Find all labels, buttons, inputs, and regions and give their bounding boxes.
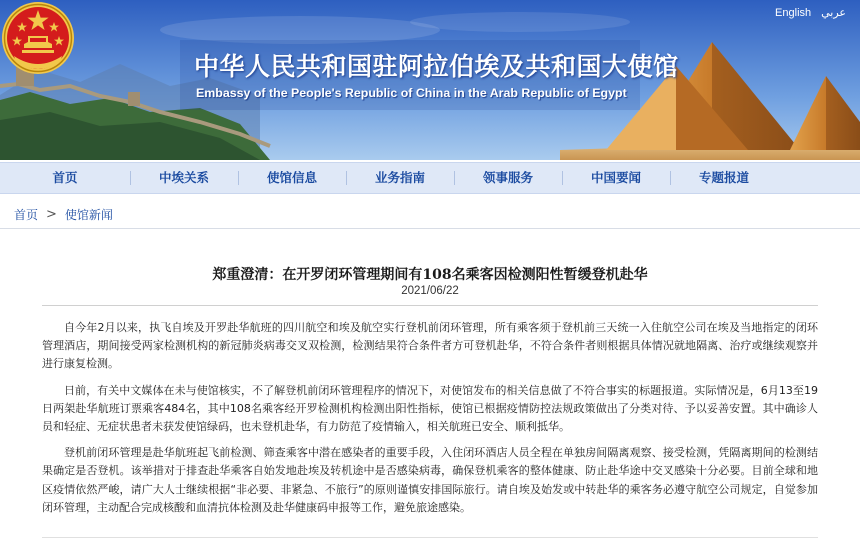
breadcrumb: [14, 206, 113, 223]
nav-item-embassy-info[interactable]: 使馆信息: [238, 163, 346, 193]
nav-item-consular-service[interactable]: 领事服务: [454, 163, 562, 193]
article-paragraph: 登机前闭环管理是赴华航班起飞前检测、筛查乘客中潜在感染者的重要手段，入住闭环酒店人员全程在单独房间隔离观察、接受检测，凭隔离期间的检测结果确定是否登机。该举措对于排查赴华乘客自始发地赴埃及转机途中是否感染病毒，确保登机乘客的整体健康、防止赴华途中交叉感染十分必要。目前全球和地区疫情依然严峻，请广大人士继续根据“非必要、非紧急、不旅行”的原则谨慎安排国际旅行。请自埃及始发或中转赴华的乘客务必遵守航空公司规定，自觉参加闭环管理，主动配合完成核酸和血清抗体检测及赴华健康码申报等工作，避免旅途感染。: [42, 446, 818, 514]
nav-item-china-news[interactable]: 中国要闻: [562, 163, 670, 193]
nav-item-home[interactable]: 首页: [52, 170, 78, 185]
lang-english-link[interactable]: English: [775, 6, 812, 19]
embassy-title-english: Embassy of the People's Republic of China in the Arab Republic of Egypt: [196, 86, 627, 100]
article-paragraph: 自今年2月以来，执飞自埃及开罗赴华航班的四川航空和埃及航空实行登机前闭环管理，所有乘客须于登机前三天统一入住航空公司在埃及当地指定的闭环管理酒店，期间接受两家检测机构的新冠肺炎病毒交叉双检测，检测结果符合条件者方可登机赴华，不符合条件者则根据具体情况就地隔离、治疗或继续观察并进行康复检测。: [42, 321, 818, 371]
embassy-title-chinese: 中华人民共和国驻阿拉伯埃及共和国大使馆: [194, 52, 679, 81]
article-paragraph: 日前，有关中文媒体在未与使馆核实，不了解登机前闭环管理程序的情况下，对使馆发布的相关信息做了不符合事实的标题报道。实际情况是，6月13至19日两架赴华航班订票乘客484名，其中108名乘客经开罗检测机构检测出阳性指标，使馆已根据疫情防控法规政策做出了分类对待、予以妥善安置。其中确诊人员和轻症、无症状患者未获发使馆绿码，也未登机赴华，有力防范了疫情输入，相关航班已安全、顺利抵华。: [42, 383, 818, 434]
article-body: [42, 319, 818, 525]
breadcrumb-divider: [0, 228, 860, 229]
nav-item-special-reports[interactable]: 专题报道: [670, 163, 778, 193]
breadcrumb-embassy-news-link[interactable]: 使馆新闻: [64, 208, 113, 222]
article-divider: [42, 305, 818, 306]
main-nav: [0, 162, 860, 194]
nav-item-service-guide[interactable]: 业务指南: [346, 163, 454, 193]
article-date: 2021/06/22: [401, 285, 459, 297]
breadcrumb-home-link[interactable]: 首页: [14, 208, 39, 222]
nav-item-china-egypt-relations[interactable]: 中埃关系: [130, 163, 238, 193]
lang-arabic-link[interactable]: عربي: [821, 7, 846, 19]
language-switcher: [775, 6, 846, 19]
chevron-right-icon: >: [46, 207, 57, 222]
article-title: 郑重澄清：在开罗闭环管理期间有108名乘客因检测阳性暂缓登机赴华: [212, 267, 648, 283]
national-emblem-icon: [0, 0, 76, 76]
article-bottom-divider: [42, 537, 818, 538]
header-banner: [0, 0, 860, 160]
